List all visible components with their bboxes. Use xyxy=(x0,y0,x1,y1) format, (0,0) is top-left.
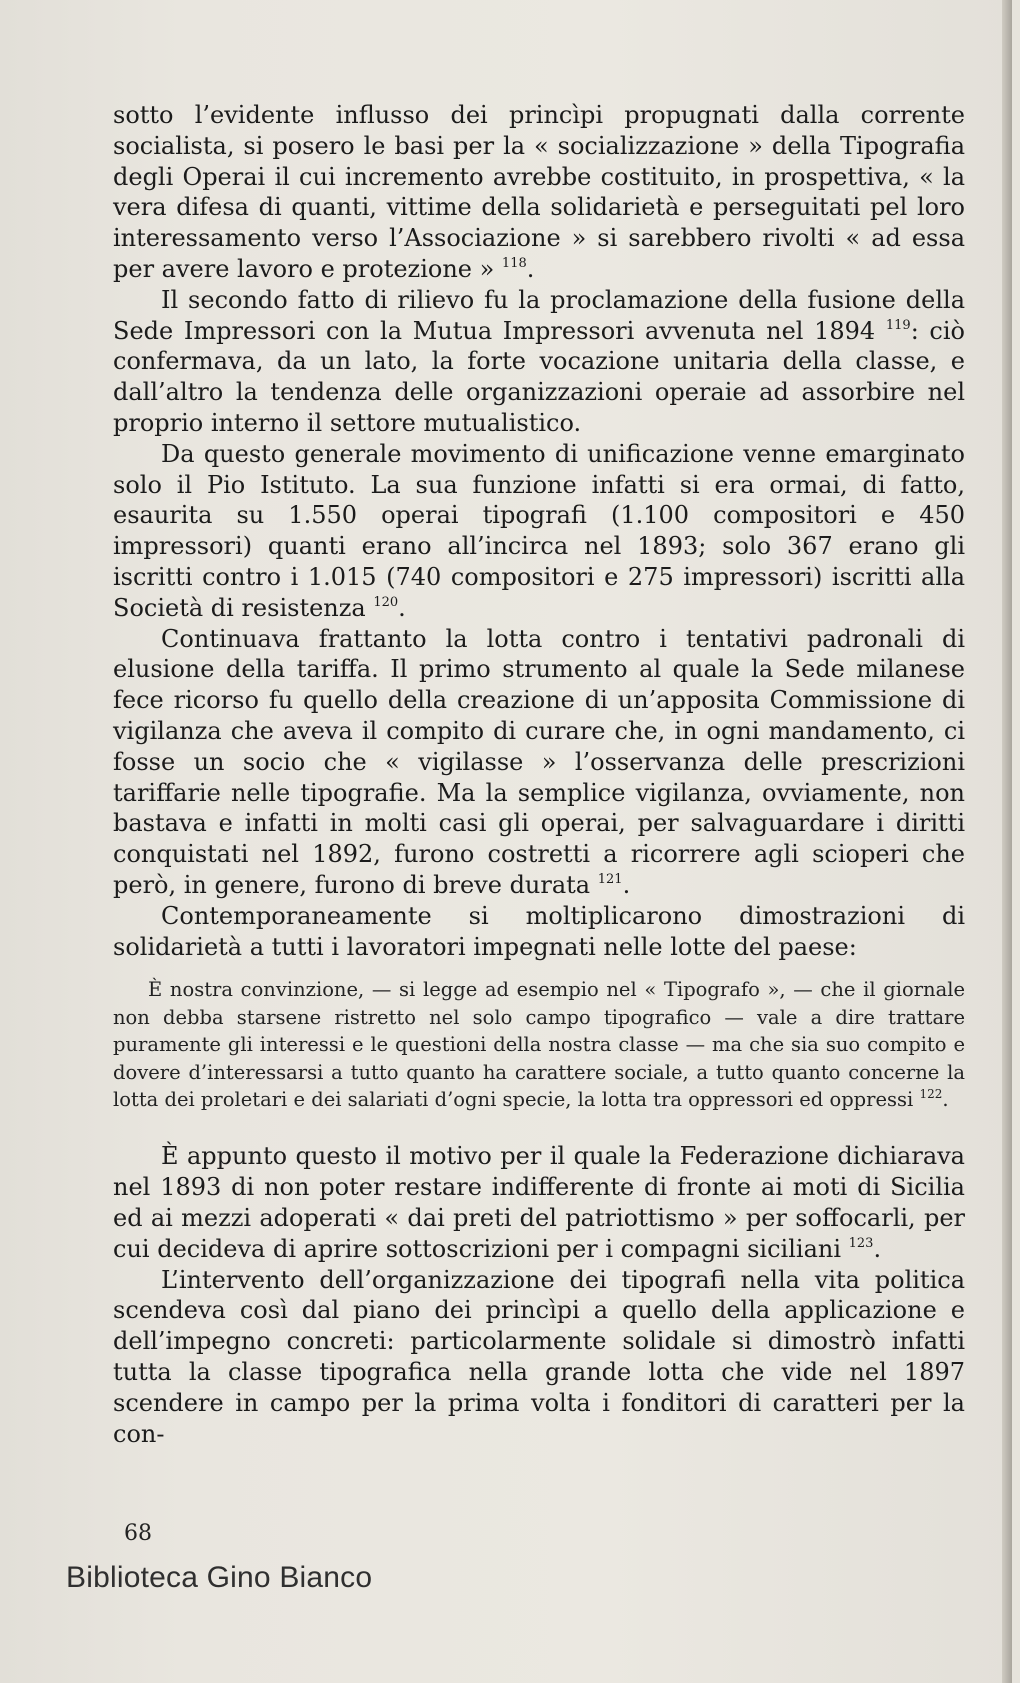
body-text xyxy=(113,100,965,1449)
paragraph-2: Il secondo fatto di rilievo fu la proclamazione della fusione della Sede Impressori con la Mutua Impressori avvenuta nel 1894 $^{119}$: ciò confermava, da un lato, la forte vocazione unitaria della classe, e dall’altro la tendenza delle organizzazioni operaie ad assorbire nel proprio interno il settore mutualistico. xyxy=(113,285,965,437)
footnote-ref-119: 119 xyxy=(885,317,911,333)
paragraph-6: È appunto questo il motivo per il quale la Federazione dichiarava nel 1893 di non poter restare indifferente di fronte ai moti di Sicilia ed ai mezzi adoperati « dai preti del patriottismo » per soffocarli, per cui decideva di aprire sottoscrizioni per i compagni siciliani $^{123}$. xyxy=(113,1142,965,1263)
footnote-ref-120: 120 xyxy=(373,594,399,610)
footnote-ref-121: 121 xyxy=(597,871,623,887)
page-edge xyxy=(1002,0,1012,1683)
library-watermark: Biblioteca Gino Bianco xyxy=(66,1561,373,1594)
footnote-ref-123: 123 xyxy=(848,1235,874,1251)
paragraph-5: Contemporaneamente si moltiplicarono dimostrazioni di solidarietà a tutti i lavoratori impegnati nelle lotte del paese: xyxy=(113,901,965,961)
footnote-ref-122: 122 xyxy=(919,1086,943,1101)
block-quote: È nostra convinzione, — si legge ad esempio nel « Tipografo », — che il giornale non debba starsene ristretto nel solo campo tipografico — vale a dire trattare puramente gli interessi e le questioni della nostra classe — ma che sia suo compito e dovere d’interessarsi a tutto quanto ha carattere sociale, a tutto quanto concerne la lotta dei proletari e dei salariati d’ogni specie, la lotta tra oppressori ed oppressi $^{122}$. xyxy=(113,978,965,1111)
paragraph-7: L’intervento dell’organizzazione dei tipografi nella vita politica scendeva così dal piano dei princìpi a quello della applicazione e dell’impegno concreti: particolarmente solidale si dimostrò infatti tutta la classe tipografica nella grande lotta che vide nel 1897 scendere in campo per la prima volta i fonditori di caratteri per la con- xyxy=(113,1265,965,1448)
page-number: 68 xyxy=(124,1521,152,1546)
paragraph-3: Da questo generale movimento di unificazione venne emarginato solo il Pio Istituto. La sua funzione infatti si era ormai, di fatto, esaurita su 1.550 operai tipografi (1.100 compositori e 450 impressori) quanti erano all’incirca nel 1893; solo 367 erano gli iscritti contro i 1.015 (740 compositori e 275 impressori) iscritti alla Società di resistenza $^{120}$. xyxy=(113,439,965,622)
footnote-ref-118: 118 xyxy=(501,255,527,271)
paragraph-4: Continuava frattanto la lotta contro i tentativi padronali di elusione della tariffa. Il primo strumento al quale la Sede milanese fece ricorso fu quello della creazione di un’apposita Commissione di vigilanza che aveva il compito di curare che, in ogni mandamento, ci fosse un socio che « vigilasse » l’osservanza delle prescrizioni tariffarie nelle tipografie. Ma la semplice vigilanza, ovviamente, non bastava e infatti in molti casi gli operai, per salvaguardare i diritti conquistati nel 1892, furono costretti a ricorrere agli scioperi che però, in genere, furono di breve durata $^{121}$. xyxy=(113,624,965,899)
paragraph-1: sotto l’evidente influsso dei princìpi propugnati dalla corrente socialista, si posero le basi per la « socializzazione » della Tipografia degli Operai il cui incremento avrebbe costituito, in prospettiva, « la vera difesa di quanti, vittime della solidarietà e perseguitati pel loro interessamento verso l’Associazione » si sarebbero rivolti « ad essa per avere lavoro e protezione » $^{118}$. xyxy=(113,101,965,283)
